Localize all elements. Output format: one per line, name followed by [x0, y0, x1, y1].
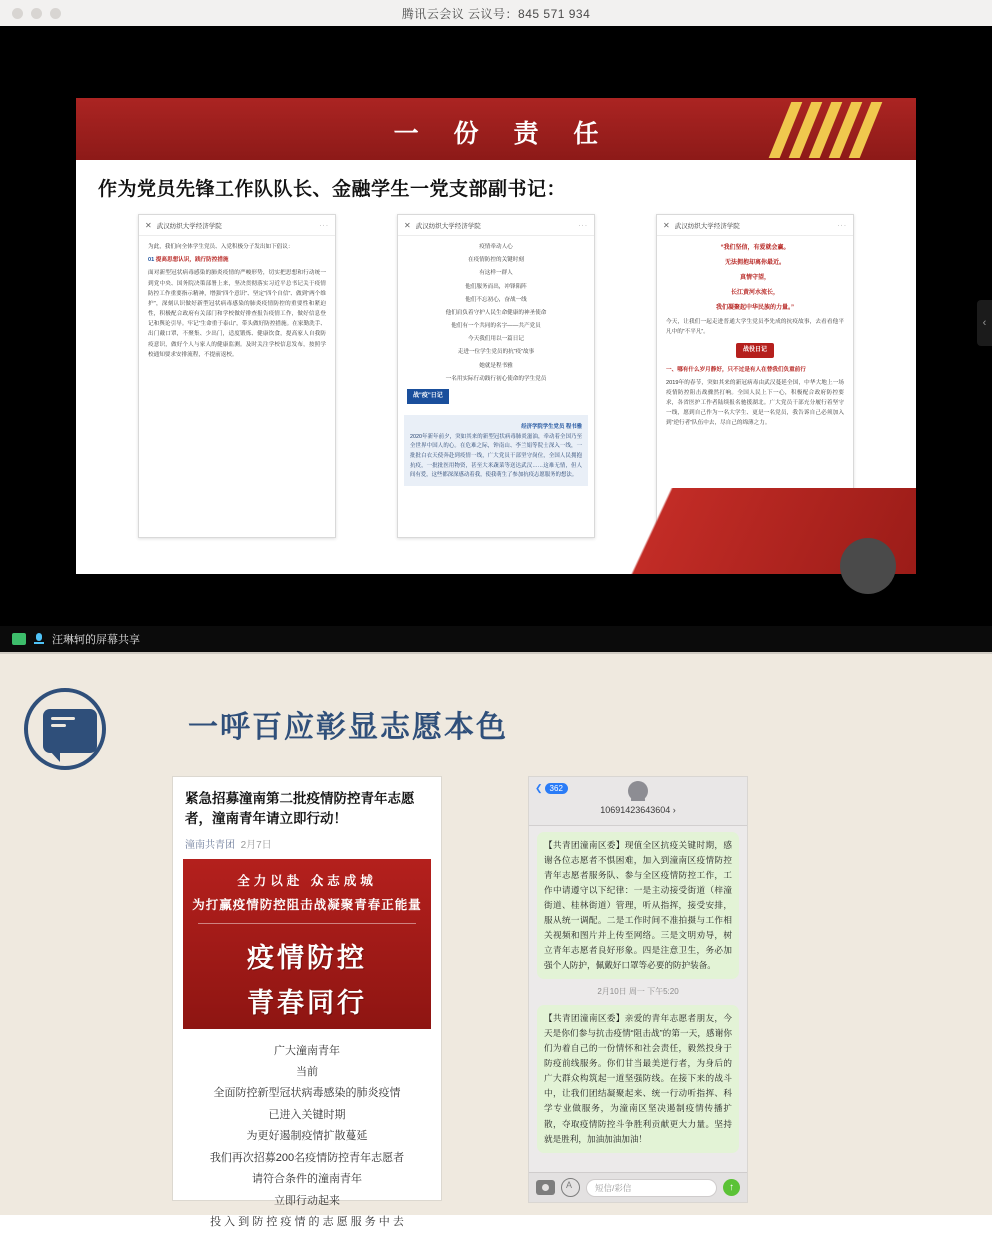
more-dots-icon[interactable]: ··· [838, 222, 848, 229]
card-line: 他们肩负着守护人民生命健康的神圣使命 [407, 308, 585, 318]
chevron-left-icon[interactable]: ❮ [535, 783, 543, 794]
poster-big-line-2: 青春同行 [183, 981, 431, 1020]
close-icon[interactable]: ✕ [663, 221, 670, 230]
article-body-line: 投 入 到 防 控 疫 情 的 志 愿 服 务 中 去 [185, 1212, 429, 1233]
card-line: 有这样一群人 [407, 268, 585, 278]
back-button[interactable] [535, 783, 568, 794]
card-quote-line: “我们坚信，有爱就会赢。 [666, 242, 844, 254]
card-titlebar [398, 215, 594, 236]
slide-header [76, 98, 916, 160]
chat-header [529, 777, 747, 826]
app-store-icon[interactable] [561, 1178, 580, 1197]
message-bubble: 【共青团潼南区委】现值全区抗疫关键时期，感谢各位志愿者不惧困难，加入到潼南区疫情防控青年志愿者服务队、参与全区疫情防控工作，工作中请遵守以下纪律：一是主动接受街道（梓潼街道、桂林街道）管理，听从指挥，接受安排，服从统一调配。二是工作时间不准拍摄与工作相关视频和图片并上传至网络。三是文明劝导，树立青年志愿者良好形象。四是注意卫生，务必加强个人防护，佩戴好口罩等必要的防护装备。 [537, 832, 739, 979]
article-headline: 紧急招募潼南第二批疫情防控青年志愿者，潼南青年请立即行动！ [185, 789, 429, 830]
sms-conversation-screenshot [528, 776, 748, 1203]
microphone-icon[interactable] [33, 632, 45, 646]
document-section [0, 652, 992, 1215]
presentation-slide [76, 98, 916, 574]
card-quote-line: 长江黄河水流长， [666, 287, 844, 299]
card-titlebar [657, 215, 853, 236]
participant-video-thumbnail[interactable] [840, 538, 896, 594]
window-title: 腾讯云会议 云议号：845 571 934 [0, 5, 992, 22]
card-line: 他们有一个共同的名字——共产党员 [407, 321, 585, 331]
article-body-line: 已进入关键时期 [185, 1105, 429, 1126]
card-quote-line: 我们凝聚起中华民族的力量。” [666, 302, 844, 314]
card-app-title: 武汉纺织大学经济学院 [416, 221, 481, 230]
poster-line-2: 为打赢疫情防控阻击战凝聚青春正能量 [183, 889, 431, 913]
slide-subtitle: 作为党员先锋工作队队长、金融学生一党支部副书记： [98, 174, 566, 201]
card-note: 今天，让我们一起走进普通大学生党员李先成的抗疫故事，去看看他平凡中的“不平凡”。 [666, 317, 844, 338]
speech-bubble-logo-icon [24, 688, 106, 770]
poster-line-1: 全力以赴 众志成城 [183, 859, 431, 889]
slide-card-1 [138, 214, 336, 538]
card-line: 走进一位学生党员的抗“疫”故事 [407, 347, 585, 357]
article-body [185, 1041, 429, 1233]
shared-screen-surface [76, 26, 916, 602]
screen-share-label: 汪琳轲的屏幕共享 [52, 631, 140, 647]
article-body-line: 请符合条件的潼南青年 [185, 1169, 429, 1190]
article-body-line: 广大潼南青年 [185, 1041, 429, 1062]
collapse-panel-icon[interactable]: ‹ [977, 300, 992, 346]
screen-share-icon[interactable] [12, 633, 26, 645]
article-screenshot [172, 776, 442, 1201]
card-line: 今天我们用以一篇日记 [407, 334, 585, 344]
article-source: 潼南共青团 [185, 840, 235, 851]
message-bubble: 【共青团潼南区委】亲爱的青年志愿者朋友，今天是你们参与抗击疫情“阻击战”的第一天，感谢你们为着自己的一份情怀和社会责任，毅然投身于防疫前线服务。你们甘当最美逆行者，为身后的广大群众构筑起一道坚强防线。在接下来的战斗中，让我们团结凝聚起来、统一行动听指挥、科学专业做服务，为潼南区坚决遏制疫情传播扩散，夺取疫情防控斗争胜利贡献更大力量。坚持就是胜利，加油加油加油！ [537, 1005, 739, 1152]
unread-count-badge: 362 [545, 783, 568, 794]
card-badge-row [666, 341, 844, 362]
diary-badge: 战"疫"日记 [407, 389, 449, 404]
card-paragraph: 2019年的春节，突如其来的新冠病毒由武汉蔓延全国，中华大地上一场疫情防控阻击战骤然打响。全国人民上下一心，积极配合政府防控要求，各省医护工作者陆续报名驰援湖北。广大党员干部充分履行着坚守一线，愿到自己作为一名大学生、更是一名党员，我告诉自己必须加入到“逆行者”队伍中去，尽自己的绵薄之力。 [666, 378, 844, 429]
card-blue-panel [404, 415, 588, 486]
more-dots-icon[interactable]: ··· [320, 222, 330, 229]
card-body [398, 236, 594, 413]
close-icon[interactable]: ✕ [145, 221, 152, 230]
diary-badge: 战役日记 [736, 343, 774, 358]
close-icon[interactable]: ✕ [404, 221, 411, 230]
card-body [139, 236, 335, 369]
meeting-stage [0, 26, 992, 626]
card-app-title: 武汉纺织大学经济学院 [157, 221, 222, 230]
card-highlight-title: 提高思想认识，践行防控措施 [156, 257, 229, 263]
card-line: 他们不忘初心，奋战一线 [407, 295, 585, 305]
article-body-line: 为更好遏制疫情扩散蔓延 [185, 1126, 429, 1147]
message-row [529, 826, 747, 979]
article-body-line: 立即行动起来 [185, 1191, 429, 1212]
message-row [529, 999, 747, 1152]
card-highlight-line [148, 255, 326, 265]
slide-header-title: 一 份 责 任 [76, 114, 916, 150]
message-composer[interactable] [529, 1172, 747, 1202]
article-date: 2月7日 [241, 840, 272, 851]
card-line: 她就是程书雅 [407, 361, 585, 371]
article-body-line: 全面防控新型冠状病毒感染的肺炎疫情 [185, 1083, 429, 1104]
window-title-bar [0, 0, 992, 27]
card-paragraph: 面对新型冠状病毒感染的肺炎疫情的严峻形势，切实把思想和行动统一到党中央、国务院决策部署上来，坚决贯彻落实习近平总书记关于疫情防控工作重要指示精神，增强“四个意识”、坚定“四个自信”、做到“两个维护”，深刻认识做好新型冠状病毒感染的肺炎疫情防控的重要性和紧迫性，积极配合政府有关部门和学校做好排查报告疫情工作，做好信息登记和舆论引导。牢记“生命重于泰山”，带头做好防控措施。在家勤洗手、出门戴口罩，不聚集、少出门，适度锻炼、健康饮食，提高家人自我防疫意识，做好个人与家人的健康监测。及时关注学校信息发布，按照学校通知要求安排流程，不提前返校。 [148, 268, 326, 360]
contact-phone-number[interactable]: 10691423643604 › [529, 805, 747, 815]
screen-share-status-bar [0, 626, 992, 652]
card-blue-text: 2020年新年前夕，突如其来的新型冠状病毒肺炎滋油，牵动着全国乃至全世界中国人的心。在危难之际，钟南山、李兰娟等院士深入一线，一批批白衣天使奔赴到疫情一线，广大党员干部坚守岗位，全国人民拥抱抗疫，一批批医用物资，甚至大米蔬菜等送达武汉……这难无情，但人间有爱，这些都深深感动着我，使我萌生了参加抗疫志愿服务的想法。 [410, 433, 582, 482]
poster-divider [198, 923, 416, 924]
card-app-title: 武汉纺织大学经济学院 [675, 221, 740, 230]
card-line: 疫情牵动人心 [407, 242, 585, 252]
article-poster [183, 859, 431, 1029]
card-titlebar [139, 215, 335, 236]
card-body [657, 236, 853, 438]
contact-avatar-icon [628, 781, 648, 801]
card-subhead: 一、哪有什么岁月静好，只不过是有人在替我们负重前行 [666, 365, 844, 375]
card-line: 在疫情防控的关键时刻 [407, 255, 585, 265]
poster-big-line-1: 疫情防控 [183, 936, 431, 975]
card-line: 他们服务而出，冲锋陷阵 [407, 282, 585, 292]
card-highlight-number: 01 [148, 257, 154, 263]
card-signature: 经济学院学生党员 程书雅 [410, 423, 582, 433]
camera-icon[interactable] [536, 1180, 555, 1195]
article-body-line: 当前 [185, 1062, 429, 1083]
message-timestamp: 2月10日 周一 下午5:20 [529, 986, 747, 997]
card-paragraph: 为此，我们向全体学生党员、入党积极分子发出如下倡议： [148, 242, 326, 252]
message-input[interactable]: 短信/彩信 [586, 1179, 717, 1197]
document-title: 一呼百应彰显志愿本色 [188, 702, 508, 746]
article-meta [185, 836, 429, 851]
send-arrow-icon[interactable]: ↑ [723, 1179, 740, 1196]
card-quote-line: 真情守望， [666, 272, 844, 284]
decorative-stripes-icon [778, 110, 898, 146]
more-dots-icon[interactable]: ··· [579, 222, 589, 229]
card-quote-line: 无法拥抱却离你最近。 [666, 257, 844, 269]
card-line: 一名用实际行动践行初心使命的学生党员 [407, 374, 585, 384]
article-body-line: 我们再次招募200名疫情防控青年志愿者 [185, 1148, 429, 1169]
